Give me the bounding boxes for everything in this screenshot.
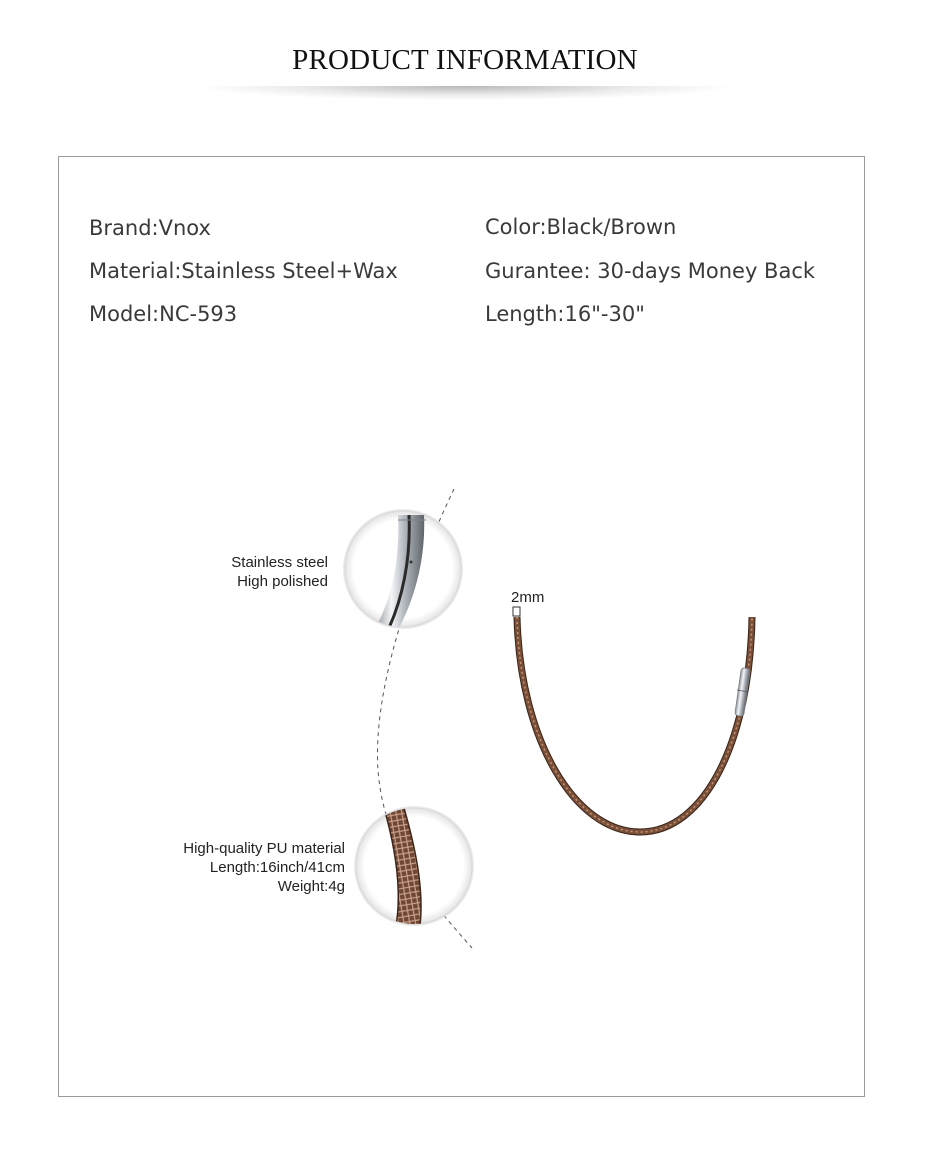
clasp-callout-line-2: High polished [237,573,328,590]
cord-callout-line-1: High-quality PU material [183,840,345,857]
spec-length: Length:16"-30" [485,302,645,326]
cord-callout-line-2: Length:16inch/41cm [209,859,345,876]
width-label: 2mm [511,589,545,606]
cord-magnifier [354,806,474,926]
spec-model: Model:NC-593 [89,302,238,326]
clasp-magnifier [343,509,463,630]
spec-guarantee: Gurantee: 30-days Money Back [485,259,816,283]
spec-color: Color:Black/Brown [485,215,677,239]
cord-callout [140,839,345,896]
clasp-callout [188,553,328,591]
cord-callout-line-3: Weight:4g [277,878,345,895]
clasp-callout-line-1: Stainless steel [231,554,328,571]
spec-material: Material:Stainless Steel+Wax [89,259,398,283]
width-marker [513,607,520,616]
spec-brand: Brand:Vnox [89,216,211,240]
necklace-cord [517,617,752,832]
page-title: PRODUCT INFORMATION [292,44,638,76]
necklace-clasp [735,668,751,717]
